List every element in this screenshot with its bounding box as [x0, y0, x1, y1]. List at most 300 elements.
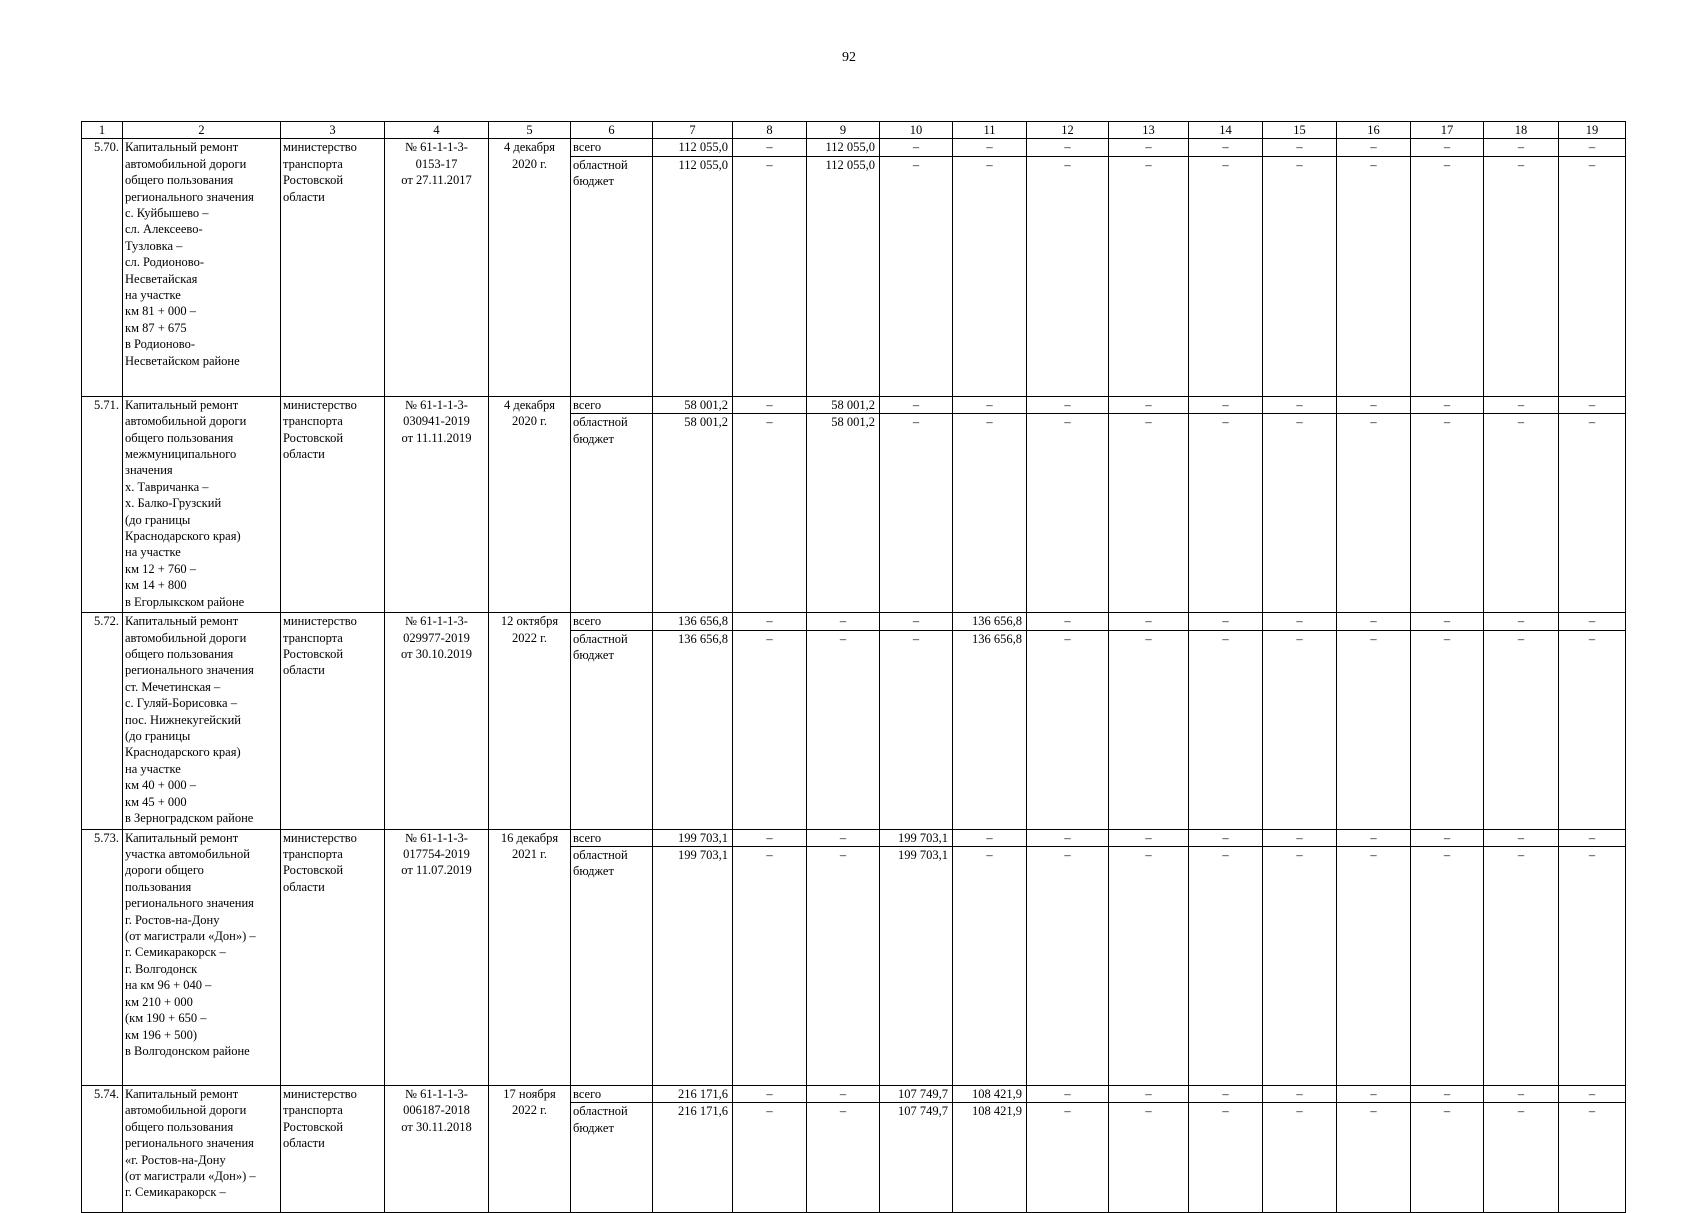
text-line: 2020 г.	[512, 156, 547, 171]
text-line: (км 190 + 650 –	[125, 1011, 207, 1026]
empty-dash-cell: –	[807, 630, 880, 829]
completion-date	[489, 1086, 571, 1213]
amount-cell: 108 421,9	[953, 1103, 1027, 1213]
empty-dash-cell: –	[1411, 613, 1484, 630]
empty-dash-cell: –	[1484, 1086, 1559, 1103]
text-line: пос. Нижнекугейский	[125, 712, 241, 727]
empty-dash-cell: –	[1559, 156, 1626, 396]
empty-dash-cell: –	[1411, 156, 1484, 396]
column-header-4: 4	[385, 122, 489, 139]
text-line: Ростовской	[283, 863, 344, 878]
empty-dash-cell: –	[1559, 1086, 1626, 1103]
column-header-17: 17	[1411, 122, 1484, 139]
empty-dash-cell: –	[1484, 630, 1559, 829]
executor	[281, 1086, 385, 1213]
text-line: областной	[573, 848, 628, 863]
empty-dash-cell: –	[1109, 630, 1189, 829]
text-line: транспорта	[283, 156, 343, 171]
text-line: Ростовской	[283, 430, 344, 445]
executor	[281, 829, 385, 1085]
empty-dash-cell: –	[1337, 630, 1411, 829]
empty-dash-cell: –	[1484, 847, 1559, 1086]
empty-dash-cell: –	[1411, 847, 1484, 1086]
empty-dash-cell: –	[1027, 139, 1109, 156]
column-header-8: 8	[733, 122, 807, 139]
empty-dash-cell: –	[953, 829, 1027, 846]
funding-source-total: всего	[571, 139, 653, 156]
table-header	[82, 122, 1626, 139]
executor	[281, 139, 385, 396]
empty-dash-cell: –	[1337, 829, 1411, 846]
text-line: (до границы	[125, 512, 191, 527]
text-line: от 27.11.2017	[401, 173, 472, 188]
text-line: общего пользования	[125, 173, 234, 188]
text-line: бюджет	[573, 174, 614, 189]
text-line: 029977-2019	[403, 630, 470, 645]
funding-source-total: всего	[571, 829, 653, 846]
empty-dash-cell: –	[1027, 1086, 1109, 1103]
empty-dash-cell: –	[1189, 1103, 1263, 1213]
text-line: участка автомобильной	[125, 847, 250, 862]
object-name	[123, 829, 281, 1085]
empty-dash-cell: –	[1263, 1103, 1337, 1213]
column-header-14: 14	[1189, 122, 1263, 139]
empty-dash-cell: –	[1484, 613, 1559, 630]
empty-dash-cell: –	[1559, 396, 1626, 413]
text-line: регионального значения	[125, 896, 254, 911]
text-line: (от магистрали «Дон») –	[125, 929, 256, 944]
empty-dash-cell: –	[880, 396, 953, 413]
expertise-document	[385, 139, 489, 396]
empty-dash-cell: –	[1337, 396, 1411, 413]
empty-dash-cell: –	[1559, 1103, 1626, 1213]
empty-dash-cell: –	[1109, 1086, 1189, 1103]
text-line: км 40 + 000 –	[125, 778, 197, 793]
text-line: Краснодарского края)	[125, 529, 241, 544]
empty-dash-cell: –	[1109, 829, 1189, 846]
text-line: (до границы	[125, 729, 191, 744]
empty-dash-cell: –	[1337, 139, 1411, 156]
empty-dash-cell: –	[1411, 630, 1484, 829]
empty-dash-cell: –	[1337, 1103, 1411, 1213]
text-line: в Егорлыкском районе	[125, 594, 245, 609]
text-line: области	[283, 189, 325, 204]
empty-dash-cell: –	[880, 613, 953, 630]
empty-dash-cell: –	[1484, 829, 1559, 846]
empty-dash-cell: –	[1484, 1103, 1559, 1213]
text-line: областной	[573, 631, 628, 646]
text-line: министерство	[283, 140, 357, 155]
empty-dash-cell: –	[1337, 414, 1411, 613]
empty-dash-cell: –	[1189, 396, 1263, 413]
empty-dash-cell: –	[733, 1086, 807, 1103]
column-header-2: 2	[123, 122, 281, 139]
funding-source-regional	[571, 156, 653, 396]
text-line: 17 ноября	[503, 1087, 556, 1102]
text-line: ст. Мечетинская –	[125, 679, 221, 694]
text-line: от 30.10.2019	[401, 647, 472, 662]
text-line: на участке	[125, 288, 181, 303]
amount-cell: 58 001,2	[807, 414, 880, 613]
empty-dash-cell: –	[1263, 396, 1337, 413]
text-line: с. Куйбышево –	[125, 206, 209, 221]
empty-dash-cell: –	[1109, 139, 1189, 156]
funding-source-total: всего	[571, 396, 653, 413]
empty-dash-cell: –	[1337, 847, 1411, 1086]
empty-dash-cell: –	[1189, 630, 1263, 829]
funding-source-total: всего	[571, 613, 653, 630]
empty-dash-cell: –	[1559, 847, 1626, 1086]
amount-cell: 136 656,8	[953, 613, 1027, 630]
text-line: № 61-1-1-3-	[405, 140, 468, 155]
empty-dash-cell: –	[807, 613, 880, 630]
amount-cell: 199 703,1	[880, 847, 953, 1086]
text-line: межмуниципального	[125, 447, 237, 462]
object-name	[123, 139, 281, 396]
text-line: области	[283, 447, 325, 462]
empty-dash-cell: –	[953, 396, 1027, 413]
row-number: 5.71.	[82, 396, 123, 612]
object-name	[123, 1086, 281, 1213]
amount-cell: 58 001,2	[653, 414, 733, 613]
empty-dash-cell: –	[1411, 1086, 1484, 1103]
text-line: значения	[125, 463, 173, 478]
text-line: бюджет	[573, 1120, 614, 1135]
empty-dash-cell: –	[953, 414, 1027, 613]
expertise-document	[385, 396, 489, 612]
text-line: № 61-1-1-3-	[405, 1087, 468, 1102]
text-line: Краснодарского края)	[125, 745, 241, 760]
empty-dash-cell: –	[733, 396, 807, 413]
amount-cell: 58 001,2	[653, 396, 733, 413]
amount-cell: 107 749,7	[880, 1103, 953, 1213]
row-number: 5.73.	[82, 829, 123, 1085]
completion-date	[489, 829, 571, 1085]
empty-dash-cell: –	[733, 156, 807, 396]
text-line: км 14 + 800	[125, 578, 187, 593]
text-line: от 11.07.2019	[401, 863, 472, 878]
empty-dash-cell: –	[1189, 414, 1263, 613]
funding-source-regional	[571, 1103, 653, 1213]
row-number: 5.70.	[82, 139, 123, 396]
empty-dash-cell: –	[1109, 613, 1189, 630]
empty-dash-cell: –	[1484, 156, 1559, 396]
empty-dash-cell: –	[1263, 139, 1337, 156]
text-line: км 12 + 760 –	[125, 561, 197, 576]
amount-cell: 112 055,0	[653, 156, 733, 396]
text-line: «г. Ростов-на-Дону	[125, 1152, 226, 1167]
text-line: Ростовской	[283, 647, 344, 662]
text-line: области	[283, 879, 325, 894]
text-line: Несветайском районе	[125, 353, 240, 368]
text-line: № 61-1-1-3-	[405, 614, 468, 629]
empty-dash-cell: –	[733, 139, 807, 156]
empty-dash-cell: –	[807, 847, 880, 1086]
column-header-13: 13	[1109, 122, 1189, 139]
text-line: Капитальный ремонт	[125, 397, 239, 412]
amount-cell: 199 703,1	[653, 829, 733, 846]
text-line: транспорта	[283, 1103, 343, 1118]
empty-dash-cell: –	[807, 1103, 880, 1213]
empty-dash-cell: –	[880, 139, 953, 156]
text-line: г. Волгодонск	[125, 961, 198, 976]
empty-dash-cell: –	[1027, 630, 1109, 829]
empty-dash-cell: –	[1189, 1086, 1263, 1103]
text-line: министерство	[283, 397, 357, 412]
amount-cell: 216 171,6	[653, 1086, 733, 1103]
empty-dash-cell: –	[807, 1086, 880, 1103]
column-header-12: 12	[1027, 122, 1109, 139]
empty-dash-cell: –	[1411, 139, 1484, 156]
empty-dash-cell: –	[1411, 1103, 1484, 1213]
column-header-5: 5	[489, 122, 571, 139]
empty-dash-cell: –	[733, 1103, 807, 1213]
text-line: бюджет	[573, 864, 614, 879]
empty-dash-cell: –	[1109, 414, 1189, 613]
empty-dash-cell: –	[807, 829, 880, 846]
text-line: автомобильной дороги	[125, 1103, 247, 1118]
text-line: от 11.11.2019	[401, 430, 472, 445]
empty-dash-cell: –	[1263, 414, 1337, 613]
text-line: № 61-1-1-3-	[405, 830, 468, 845]
text-line: Капитальный ремонт	[125, 614, 239, 629]
text-line: х. Балко-Грузский	[125, 496, 222, 511]
funding-source-regional	[571, 847, 653, 1086]
table-row	[82, 829, 1626, 846]
page-number: 92	[842, 50, 856, 65]
empty-dash-cell: –	[1027, 1103, 1109, 1213]
empty-dash-cell: –	[1559, 630, 1626, 829]
empty-dash-cell: –	[1109, 396, 1189, 413]
empty-dash-cell: –	[953, 139, 1027, 156]
empty-dash-cell: –	[1484, 414, 1559, 613]
empty-dash-cell: –	[1109, 847, 1189, 1086]
empty-dash-cell: –	[1559, 613, 1626, 630]
empty-dash-cell: –	[733, 414, 807, 613]
text-line: автомобильной дороги	[125, 630, 247, 645]
amount-cell: 107 749,7	[880, 1086, 953, 1103]
empty-dash-cell: –	[1027, 396, 1109, 413]
text-line: общего пользования	[125, 647, 234, 662]
table-body	[82, 139, 1626, 1213]
amount-cell: 112 055,0	[653, 139, 733, 156]
column-header-19: 19	[1559, 122, 1626, 139]
text-line: общего пользования	[125, 1119, 234, 1134]
text-line: на участке	[125, 761, 181, 776]
text-line: бюджет	[573, 431, 614, 446]
empty-dash-cell: –	[1027, 414, 1109, 613]
amount-cell: 58 001,2	[807, 396, 880, 413]
empty-dash-cell: –	[1559, 829, 1626, 846]
empty-dash-cell: –	[880, 630, 953, 829]
text-line: № 61-1-1-3-	[405, 397, 468, 412]
text-line: 2020 г.	[512, 414, 547, 429]
empty-dash-cell: –	[733, 847, 807, 1086]
empty-dash-cell: –	[1337, 156, 1411, 396]
empty-dash-cell: –	[1411, 829, 1484, 846]
object-name	[123, 396, 281, 612]
table-row	[82, 396, 1626, 413]
text-line: г. Ростов-на-Дону	[125, 912, 220, 927]
text-line: 2022 г.	[512, 630, 547, 645]
empty-dash-cell: –	[1263, 156, 1337, 396]
text-line: 2022 г.	[512, 1103, 547, 1118]
text-line: Капитальный ремонт	[125, 830, 239, 845]
text-line: км 87 + 675	[125, 320, 187, 335]
text-line: министерство	[283, 1087, 357, 1102]
amount-cell: 216 171,6	[653, 1103, 733, 1213]
column-header-11: 11	[953, 122, 1027, 139]
empty-dash-cell: –	[880, 414, 953, 613]
empty-dash-cell: –	[733, 613, 807, 630]
text-line: Несветайская	[125, 271, 198, 286]
text-line: на участке	[125, 545, 181, 560]
text-line: 16 декабря	[500, 830, 559, 845]
text-line: пользования	[125, 879, 192, 894]
column-header-18: 18	[1484, 122, 1559, 139]
empty-dash-cell: –	[733, 829, 807, 846]
empty-dash-cell: –	[1189, 829, 1263, 846]
text-line: автомобильной дороги	[125, 414, 247, 429]
empty-dash-cell: –	[953, 156, 1027, 396]
text-line: транспорта	[283, 414, 343, 429]
text-line: 4 декабря	[503, 397, 556, 412]
text-line: министерство	[283, 614, 357, 629]
column-header-1: 1	[82, 122, 123, 139]
table-row	[82, 139, 1626, 156]
column-header-16: 16	[1337, 122, 1411, 139]
text-line: регионального значения	[125, 189, 254, 204]
executor	[281, 613, 385, 829]
amount-cell: 112 055,0	[807, 156, 880, 396]
text-line: км 196 + 500)	[125, 1027, 198, 1042]
text-line: бюджет	[573, 648, 614, 663]
text-line: в Родионово-	[125, 337, 196, 352]
text-line: областной	[573, 1104, 628, 1119]
empty-dash-cell: –	[1337, 613, 1411, 630]
text-line: областной	[573, 415, 628, 430]
empty-dash-cell: –	[1027, 847, 1109, 1086]
funding-source-regional	[571, 630, 653, 829]
text-line: Ростовской	[283, 1119, 344, 1134]
text-line: 017754-2019	[403, 847, 470, 862]
empty-dash-cell: –	[1411, 396, 1484, 413]
table-row	[82, 613, 1626, 630]
text-line: 2021 г.	[512, 847, 547, 862]
text-line: км 45 + 000	[125, 794, 187, 809]
empty-dash-cell: –	[880, 156, 953, 396]
funding-source-total: всего	[571, 1086, 653, 1103]
text-line: Капитальный ремонт	[125, 140, 239, 155]
text-line: дороги общего	[125, 863, 204, 878]
table-row	[82, 1086, 1626, 1103]
expertise-document	[385, 613, 489, 829]
program-table	[81, 121, 1626, 1213]
text-line: Ростовской	[283, 173, 344, 188]
text-line: км 210 + 000	[125, 994, 193, 1009]
empty-dash-cell: –	[1027, 829, 1109, 846]
text-line: 0153-17	[415, 156, 458, 171]
row-number: 5.72.	[82, 613, 123, 829]
text-line: транспорта	[283, 630, 343, 645]
text-line: с. Гуляй-Борисовка –	[125, 696, 237, 711]
object-name	[123, 613, 281, 829]
text-line: в Зерноградском районе	[125, 811, 254, 826]
text-line: 4 декабря	[503, 140, 556, 155]
empty-dash-cell: –	[1027, 613, 1109, 630]
expertise-document	[385, 1086, 489, 1213]
text-line: 006187-2018	[403, 1103, 470, 1118]
amount-cell: 199 703,1	[880, 829, 953, 846]
empty-dash-cell: –	[1411, 414, 1484, 613]
empty-dash-cell: –	[1027, 156, 1109, 396]
empty-dash-cell: –	[1484, 396, 1559, 413]
empty-dash-cell: –	[1337, 1086, 1411, 1103]
text-line: транспорта	[283, 847, 343, 862]
executor	[281, 396, 385, 612]
empty-dash-cell: –	[1189, 847, 1263, 1086]
amount-cell: 136 656,8	[653, 630, 733, 829]
completion-date	[489, 139, 571, 396]
column-header-15: 15	[1263, 122, 1337, 139]
text-line: министерство	[283, 830, 357, 845]
text-line: 030941-2019	[403, 414, 470, 429]
text-line: от 30.11.2018	[401, 1119, 472, 1134]
text-line: г. Семикаракорск –	[125, 1185, 226, 1200]
amount-cell: 199 703,1	[653, 847, 733, 1086]
text-line: области	[283, 1136, 325, 1151]
text-line: х. Тавричанка –	[125, 479, 209, 494]
empty-dash-cell: –	[1484, 139, 1559, 156]
empty-dash-cell: –	[1109, 1103, 1189, 1213]
column-header-7: 7	[653, 122, 733, 139]
completion-date	[489, 613, 571, 829]
text-line: км 81 + 000 –	[125, 304, 197, 319]
text-line: области	[283, 663, 325, 678]
empty-dash-cell: –	[1189, 613, 1263, 630]
empty-dash-cell: –	[1109, 156, 1189, 396]
text-line: сл. Родионово-	[125, 255, 205, 270]
amount-cell: 136 656,8	[653, 613, 733, 630]
expertise-document	[385, 829, 489, 1085]
text-line: регионального значения	[125, 1136, 254, 1151]
text-line: областной	[573, 157, 628, 172]
column-header-3: 3	[281, 122, 385, 139]
column-header-10: 10	[880, 122, 953, 139]
empty-dash-cell: –	[1263, 1086, 1337, 1103]
text-line: автомобильной дороги	[125, 156, 247, 171]
empty-dash-cell: –	[1189, 139, 1263, 156]
row-number: 5.74.	[82, 1086, 123, 1213]
text-line: Тузловка –	[125, 238, 183, 253]
funding-source-regional	[571, 414, 653, 613]
empty-dash-cell: –	[1559, 414, 1626, 613]
empty-dash-cell: –	[1559, 139, 1626, 156]
text-line: в Волгодонском районе	[125, 1043, 250, 1058]
empty-dash-cell: –	[1263, 847, 1337, 1086]
text-line: регионального значения	[125, 663, 254, 678]
empty-dash-cell: –	[953, 847, 1027, 1086]
empty-dash-cell: –	[1263, 630, 1337, 829]
text-line: (от магистрали «Дон») –	[125, 1169, 256, 1184]
completion-date	[489, 396, 571, 612]
column-header-6: 6	[571, 122, 653, 139]
text-line: сл. Алексеево-	[125, 222, 203, 237]
column-header-9: 9	[807, 122, 880, 139]
amount-cell: 112 055,0	[807, 139, 880, 156]
empty-dash-cell: –	[733, 630, 807, 829]
text-line: на км 96 + 040 –	[125, 978, 212, 993]
